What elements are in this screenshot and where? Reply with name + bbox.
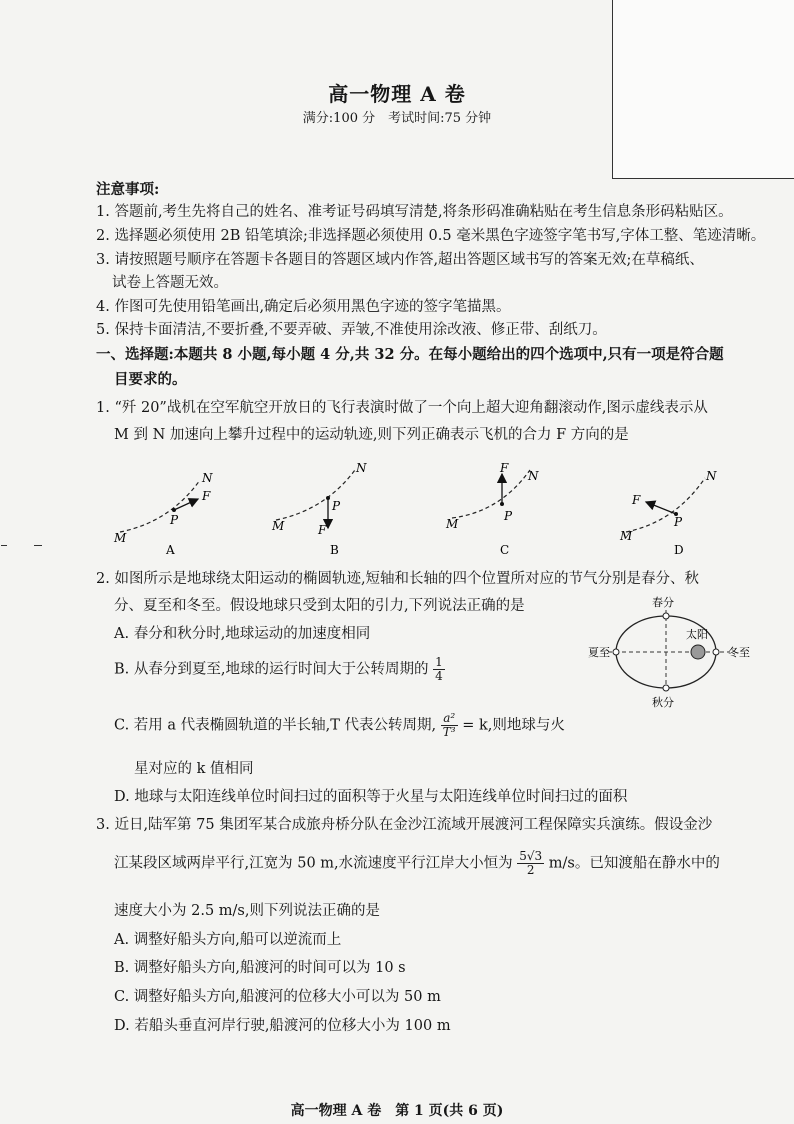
- q1-figures: [100, 460, 740, 560]
- fraction: $\frac{5√3}{2}$: [519, 849, 543, 878]
- label-p: P: [170, 513, 179, 527]
- figure-a: [113, 471, 213, 557]
- fraction: $\frac{1}{4}$: [435, 655, 443, 684]
- figure-d: [619, 469, 717, 557]
- notice-item: 3. 请按照题号顺序在答题卡各题目的答题区域内作答,超出答题区域书写的答案无效;在草稿纸、: [96, 252, 704, 268]
- figure-label: C: [500, 543, 510, 557]
- fraction: $\frac{\text{a²}}{\text{T³}}$: [442, 711, 456, 740]
- q2-stem-cont: 分、夏至和冬至。假设地球只受到太阳的引力,下列说法正确的是: [114, 598, 525, 614]
- page-title: 高一物理 A 卷: [328, 82, 466, 106]
- notice-item: 试卷上答题无效。: [112, 275, 228, 291]
- label-m: M: [114, 531, 127, 545]
- page-subtitle: 满分:100 分 考试时间:75 分钟: [302, 111, 492, 126]
- label-f: F: [632, 493, 641, 507]
- q2-option-c-cont: 星对应的 k 值相同: [134, 761, 254, 777]
- q1-stem-cont: M 到 N 加速向上攀升过程中的运动轨迹,则下列正确表示飞机的合力 F 方向的是: [114, 427, 629, 443]
- label-sun: 太阳: [686, 628, 708, 641]
- q2-option-c: C. 若用 a 代表椭圆轨道的半长轴,T 代表公转周期, $\frac{\text{a²}}{\text{T³}}$ = k,则地球与火: [114, 711, 565, 740]
- section-heading: 一、选择题:本题共 8 小题,每小题 4 分,共 32 分。在每小题给出的四个选项中,只有一项是符合题: [96, 346, 724, 363]
- notice-item: 1. 答题前,考生先将自己的姓名、准考证号码填写清楚,将条形码准确粘贴在考生信息条形码粘贴区。: [96, 204, 733, 220]
- orbit-diagram: [588, 592, 768, 712]
- q3-stem-cont: 江某段区域两岸平行,江宽为 50 m,水流速度平行江岸大小恒为 $\frac{5√3}{2}$ m/s。已知渡船在静水中的: [114, 849, 720, 878]
- label-m: M: [620, 529, 633, 543]
- q3-option-d: D. 若船头垂直河岸行驶,船渡河的位移大小为 100 m: [114, 1018, 451, 1034]
- section-heading-cont: 目要求的。: [114, 371, 187, 388]
- q1-stem: 1. “歼 20”战机在空军航空开放日的飞行表演时做了一个向上超大迎角翻滚动作,图示虚线表示从: [96, 400, 708, 416]
- label-f: F: [202, 489, 211, 503]
- q2-option-a: A. 春分和秋分时,地球运动的加速度相同: [114, 626, 371, 642]
- notice-item: 5. 保持卡面清洁,不要折叠,不要弄破、弄皱,不准使用涂改液、修正带、刮纸刀。: [96, 322, 607, 338]
- q3-stem-cont2: 速度大小为 2.5 m/s,则下列说法正确的是: [114, 903, 380, 919]
- q3-option-a: A. 调整好船头方向,船可以逆流而上: [114, 932, 342, 948]
- label-n: N: [356, 461, 367, 475]
- figure-label: B: [330, 543, 339, 557]
- notice-item: 4. 作图可先使用铅笔画出,确定后必须用黑色字迹的签字笔描黑。: [96, 299, 511, 315]
- figure-label: D: [674, 543, 684, 557]
- label-autumn: 秋分: [652, 696, 674, 709]
- figure-c: [445, 461, 539, 557]
- q2-option-d: D. 地球与太阳连线单位时间扫过的面积等于火星与太阳连线单位时间扫过的面积: [114, 789, 628, 805]
- margin-mark: [1, 545, 7, 546]
- label-p: P: [674, 515, 683, 529]
- q2-stem: 2. 如图所示是地球绕太阳运动的椭圆轨迹,短轴和长轴的四个位置所对应的节气分别是春分、秋: [96, 571, 700, 587]
- figure-label: A: [166, 543, 175, 557]
- q3-option-c: C. 调整好船头方向,船渡河的位移大小可以为 50 m: [114, 989, 441, 1005]
- label-f: F: [500, 461, 509, 475]
- label-n: N: [202, 471, 213, 485]
- label-n: N: [706, 469, 717, 483]
- q3-stem: 3. 近日,陆军第 75 集团军某合成旅舟桥分队在金沙江流域开展渡河工程保障实兵演练。假设金沙: [96, 817, 713, 833]
- label-winter: 冬至: [728, 646, 750, 659]
- q2-option-b: B. 从春分到夏至,地球的运行时间大于公转周期的 $\frac{1}{4}$: [114, 655, 443, 684]
- margin-mark: [34, 545, 42, 546]
- label-p: P: [332, 499, 341, 513]
- page-footer: 高一物理 A 卷 第 1 页(共 6 页): [290, 1103, 504, 1119]
- label-p: P: [504, 509, 513, 523]
- label-summer: 夏至: [588, 646, 610, 659]
- label-spring: 春分: [652, 596, 674, 609]
- label-n: N: [528, 469, 539, 483]
- label-f: F: [318, 523, 327, 537]
- figure-b: [271, 461, 367, 557]
- notice-item: 2. 选择题必须使用 2B 铅笔填涂;非选择题必须使用 0.5 毫米黑色字迹签字笔书写,字体工整、笔迹清晰。: [96, 228, 766, 244]
- label-m: M: [446, 517, 459, 531]
- notice-heading: 注意事项:: [96, 181, 160, 198]
- label-m: M: [272, 519, 285, 533]
- q3-option-b: B. 调整好船头方向,船渡河的时间可以为 10 s: [114, 960, 406, 976]
